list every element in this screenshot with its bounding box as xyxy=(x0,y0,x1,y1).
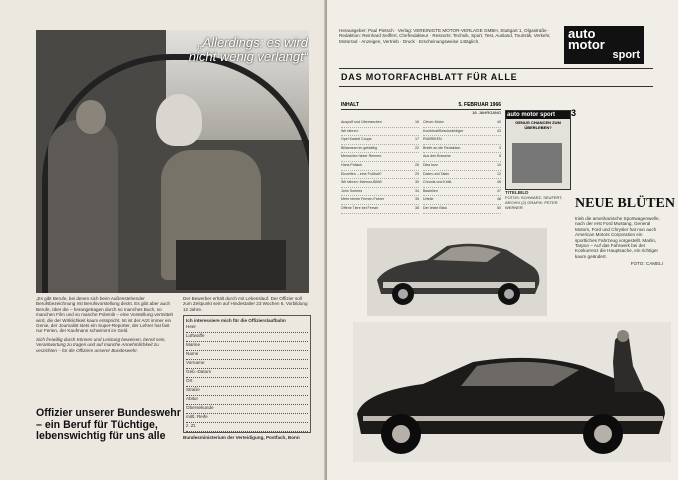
toc-row xyxy=(341,188,419,197)
photo-credit: FOTO: CAMELI xyxy=(630,261,663,267)
toc-row-title: Mehr reiche Fernen-Fahrer xyxy=(341,197,385,202)
toc-row-title: Opel Kadett Coupe xyxy=(341,137,372,142)
toc-row xyxy=(341,145,419,154)
cockpit-photo xyxy=(36,30,309,293)
coupon-heading: Ich interessiere mich für die Offizierslaufbahn xyxy=(186,318,286,324)
toc-right-column xyxy=(423,119,501,214)
toc-row-page: 48 xyxy=(497,197,501,202)
toc-row xyxy=(341,136,419,145)
toc-row-page: 17 xyxy=(415,137,419,142)
cover-image xyxy=(512,143,562,183)
coupon-field: Obersekunde xyxy=(186,405,308,414)
coupon-field: Name xyxy=(186,351,308,360)
toc-row xyxy=(423,119,501,128)
toc-date: 5. FEBRUAR 1966 xyxy=(458,102,501,108)
ad-body-text: „Es gibt Berufe, bei denen sich beim Außenstehender Berufsbezeichnung mit Berufsvorstellung deckt. Es gibt aber auch Berufe, über die – herangetragen durch so manches Buch, so manchen Film und so manche Polemik – eine Vorstellung vermittelt wird, die der Wirklichkeit kaum entspricht. Ist ist der Arzt immer ein Genie, der Journalist stets ein Super-Reporter, der Lehrer hat fast nur Ferien, der Kaufmann schwimmt im Geld. xyxy=(36,296,173,334)
ad-italic-text: Sich freiwillig durch Können und Leistung beweisen, bereit sein, Verantwortung zu tragen und auf manche Annehmlichkeit zu verzichten – für die Offiziere unserer Bundeswehr. xyxy=(36,336,166,353)
toc-row-title: Menschen hinter Rennen: xyxy=(341,154,383,159)
coupon-intro: Der Bewerber erhält durch mit Lebenslauf. Der Offizier soll zum Zeitpunkt sein auf Hindestalter 23 Wochen 6, Vorbildung 12 Jahre. xyxy=(183,296,308,312)
toc-row xyxy=(423,162,501,171)
toc-row-title: Aus den Branche xyxy=(423,154,451,159)
article-title: NEUE BLÜTEN xyxy=(575,196,675,211)
toc-left-column xyxy=(341,119,419,214)
toc-row-page: 10 xyxy=(497,162,501,167)
toc-row-title: Clever-Motor xyxy=(423,120,444,124)
toc-row xyxy=(341,179,419,188)
toc-row-title: Chronik und Kritik xyxy=(423,180,452,185)
coupon-box xyxy=(183,315,311,433)
toc-volume: 18. JAHRGANG xyxy=(472,110,501,115)
toc-row xyxy=(341,205,419,214)
toc-row-title: Auspuff und Überraschen xyxy=(341,120,382,124)
officer-head xyxy=(76,100,106,134)
coupon-field: z. Zt. xyxy=(186,423,308,432)
toc-row-title: Basteilen xyxy=(423,188,438,193)
toc-row xyxy=(341,171,419,180)
coupon-field: Luftwaffe xyxy=(186,333,308,342)
cover-thumbnail xyxy=(505,110,571,190)
toc-row-page: 29 xyxy=(415,171,419,176)
toc-row xyxy=(341,128,419,137)
toc-row xyxy=(341,119,419,128)
toc-row-page: 38 xyxy=(415,205,419,210)
toc-row-page: 35 xyxy=(415,197,419,202)
coupon-footer: Bundesministerium der Verteidigung, Postfach, Bonn xyxy=(183,435,300,441)
toc-row xyxy=(341,162,419,171)
logo-sport: sport xyxy=(612,49,640,61)
coupon-field: Heer xyxy=(186,324,308,333)
toc-row-page: 50 xyxy=(497,205,501,210)
toc-row-page: 30 xyxy=(415,180,419,185)
titelbild-credits xyxy=(505,190,575,210)
coupon-field: Straße xyxy=(186,387,308,396)
toc-row-title: Wir fahren: xyxy=(341,128,359,133)
toc-row-title: Hans Pollack xyxy=(341,162,362,167)
cover-logo: auto motor sport xyxy=(506,111,570,119)
car-photo-large xyxy=(353,322,671,462)
table-of-contents xyxy=(341,102,501,222)
toc-row xyxy=(423,171,501,180)
toc-row xyxy=(423,179,501,188)
toc-row-page: 26 xyxy=(415,162,419,167)
toc-row-page: 5 xyxy=(499,154,501,159)
officer-figure xyxy=(48,120,118,293)
ad-body-column xyxy=(36,296,176,406)
toc-row-title: Urteile xyxy=(423,197,434,202)
toc-row-page: 40 xyxy=(497,120,501,124)
toc-row-page: 22 xyxy=(415,145,419,150)
tagline: DAS MOTORFACHBLATT FÜR ALLE xyxy=(341,72,518,82)
top-rule xyxy=(339,68,653,69)
coupon-field: Ort xyxy=(186,378,308,387)
toc-row-page: 47 xyxy=(497,188,501,193)
toc-row-title: Daten und Taten xyxy=(423,171,450,176)
toc-row-title: RUBRIKEN xyxy=(423,137,442,142)
toc-row xyxy=(423,145,501,154)
toc-row-page: 45 xyxy=(497,180,501,185)
toc-row-title: Kombinat/Beschwichtiger xyxy=(423,128,464,133)
masthead-text: Herausgeber: Paul Pietsch · Verlag: VEREINIGTE MOTOR-VERLAGE GMBH, Stuttgart 1, Olgastraße · Redaktion: Reinhard Seiffert, Chefredakteur · Ressorts: Technik, Sport, Test, Ausland, Touristik, Verkehr, Motorrad · Anzeigen, Vertrieb · Druck · Erscheinungsweise 14täglich. xyxy=(339,28,551,44)
toc-row-title: Dies kurz xyxy=(423,162,438,167)
logo-auto: auto xyxy=(568,26,596,41)
toc-row-title: Der letzte Blick xyxy=(423,205,447,210)
coupon-field: mittl. Reife xyxy=(186,414,308,423)
toc-row xyxy=(423,205,501,214)
toc-row xyxy=(423,136,501,145)
photo-quote: „Allerdings: es wird nicht wenig verlangt“ xyxy=(188,35,308,64)
titelbild-label: TITELBILD xyxy=(505,190,529,195)
coupon-field: Marine xyxy=(186,342,308,351)
coupon-field: Geb.-Datum xyxy=(186,369,308,378)
toc-row xyxy=(423,196,501,205)
toc-label: INHALT xyxy=(341,102,359,108)
pilot-helmet xyxy=(156,94,202,146)
toc-row xyxy=(341,196,419,205)
article-column xyxy=(575,216,663,300)
tagline-rule xyxy=(339,86,653,87)
toc-row-title: Wir fahren: Marmor-BMW xyxy=(341,180,382,185)
toc-row-title: Offene Tiere bei Ferrari xyxy=(341,205,379,210)
toc-header xyxy=(341,102,501,110)
coupon-field: Vorname xyxy=(186,360,308,369)
toc-row-title: John Surtees xyxy=(341,188,363,193)
article-text: trieb die amerikanische Sportwagenwelle, nach der erst Ford Mustang, General Motors, Ford und Chrysler hat nun auch American Motors Corporation ein sportliches Fahrzeug vorgestellt. Marlin, Tarpon – Auf das Fahrwerk bei der Konkurrenz die Hauptsache, ein richtiger kaum geändert. xyxy=(575,216,660,259)
toc-row-page: 34 xyxy=(415,188,419,193)
coupon-fields xyxy=(186,324,308,432)
logo-motor: motor xyxy=(568,37,605,52)
left-page xyxy=(0,0,330,480)
toc-row-page: 43 xyxy=(497,128,501,133)
toc-row-page: 3 xyxy=(499,145,501,150)
toc-row-title: Einzelfen – eine Fußball? xyxy=(341,171,382,176)
toc-row xyxy=(423,188,501,197)
issue-number: 3 xyxy=(571,108,577,118)
toc-row-title: Billiamean im geblättig xyxy=(341,145,377,150)
right-page xyxy=(327,0,678,480)
coupon-field: Abitur xyxy=(186,396,308,405)
ad-headline: Offizier unserer Bundeswehr – ein Beruf für Tüchtige, lebenswichtig für uns alle xyxy=(36,407,181,442)
cover-headline: GENUG CHANCEN ZUM ÜBERLEBEN? xyxy=(515,120,561,130)
car-photo-small xyxy=(367,228,547,316)
magazine-logo xyxy=(564,26,644,64)
coupon-form xyxy=(183,296,311,476)
cockpit-seat xyxy=(176,240,286,290)
toc-row xyxy=(341,153,419,162)
toc-row xyxy=(423,153,501,162)
toc-row-page: 12 xyxy=(497,171,501,176)
toc-row-title: Briefe an die Redaktion xyxy=(423,145,461,150)
toc-row xyxy=(423,128,501,137)
titelbild-lines: FOTOS: SCHWARZ, SEUFERT, ARCHIV (2) GRAFIK: PETER WERNER xyxy=(505,195,563,210)
toc-row-page: 16 xyxy=(415,120,419,124)
